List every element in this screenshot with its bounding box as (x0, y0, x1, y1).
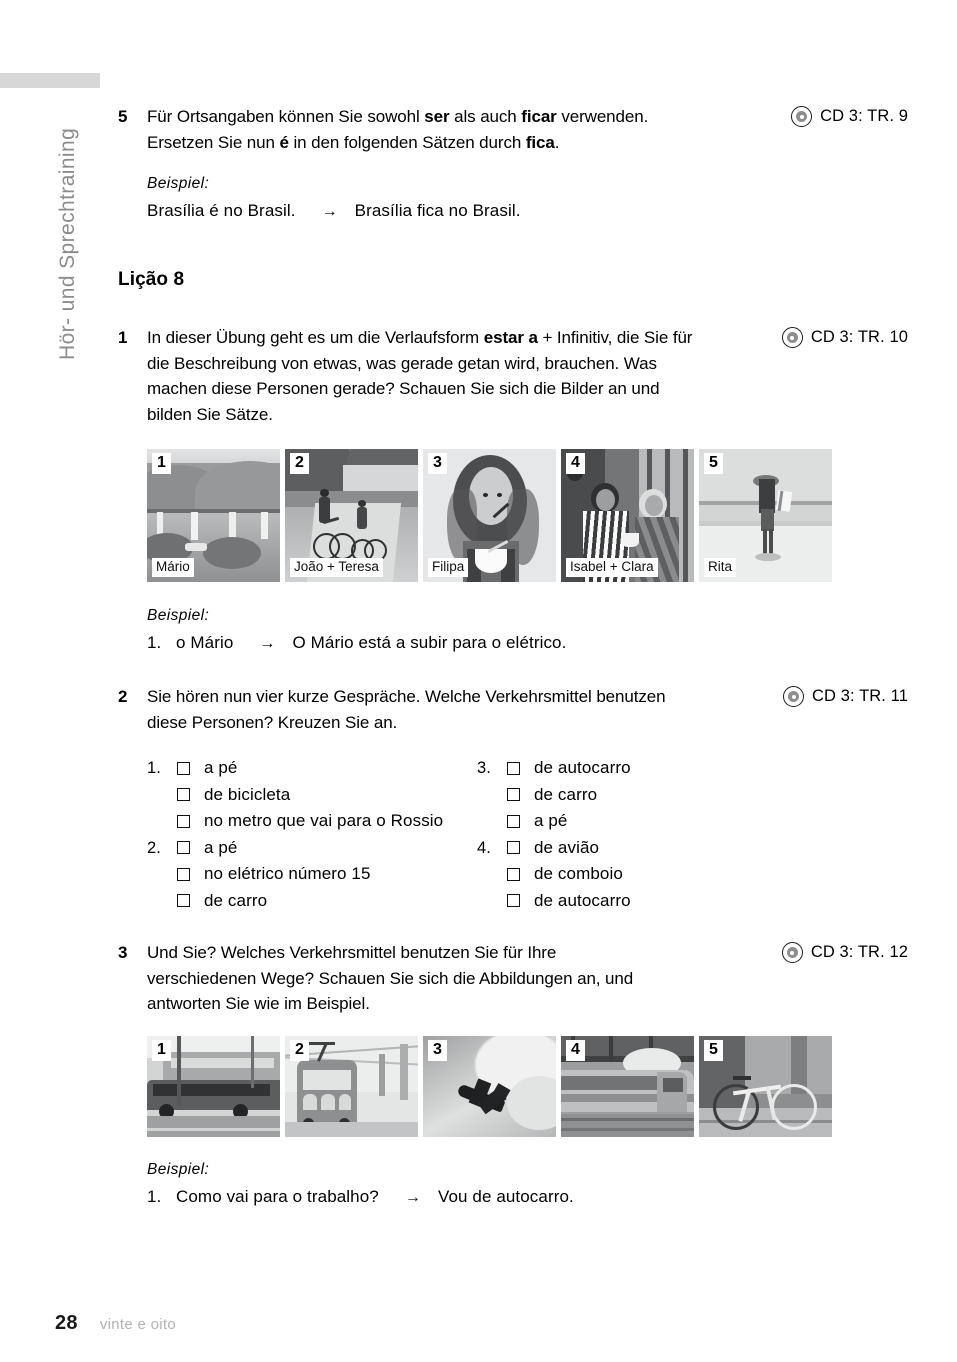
checkbox[interactable] (177, 894, 190, 907)
checkbox-group (147, 835, 477, 915)
ex1-text-1: In dieser Übung geht es um die Verlaufsform (147, 328, 484, 347)
exercise-3-example-line (147, 1184, 908, 1211)
checkbox-label: a pé (204, 758, 238, 777)
exercise-1-example-index: 1. (147, 633, 162, 652)
ex1-text-2: + Infinitiv, die Sie für die Beschreibung von etwas, was gerade getan wird, brauchen. Was machen diese Personen gerade? Schauen Sie sich die Bilder an und bilden Sie Sätze. (147, 328, 693, 424)
page-number: 28 (55, 1312, 78, 1334)
photo-number-badge: 3 (428, 1040, 447, 1061)
ex5-bold-ser: ser (424, 107, 450, 126)
exercise-1-example-source: o Mário (176, 633, 234, 652)
exercise-3-beispiel-label: Beispiel: (147, 1160, 210, 1178)
photo-item[interactable] (561, 1036, 694, 1137)
exercise-3-example-target: Vou de autocarro. (437, 1186, 574, 1206)
ex5-text-3: verwenden. Ersetzen Sie nun (147, 107, 649, 152)
exercise-2-cd-label: CD 3: TR. 11 (812, 687, 908, 705)
cd-icon (783, 686, 804, 707)
checkbox[interactable] (177, 841, 190, 854)
ex5-text-1: Für Ortsangaben können Sie sowohl (147, 107, 425, 126)
arrow-icon: → (259, 635, 276, 652)
photo-item[interactable] (423, 1036, 556, 1137)
photo-item[interactable] (147, 1036, 280, 1137)
exercise-2-checkbox-area (147, 755, 908, 914)
checkbox-row[interactable] (147, 888, 477, 915)
photo-caption: Isabel + Clara (566, 558, 658, 577)
exercise-2 (118, 684, 908, 914)
running-head-vertical: Hör- und Sprechtraining (56, 127, 79, 360)
checkbox[interactable] (507, 841, 520, 854)
exercise-5-header (118, 104, 908, 155)
exercise-1-example-target: O Mário está a subir para o elétrico. (292, 633, 567, 652)
checkbox[interactable] (507, 894, 520, 907)
photo-caption: João + Teresa (290, 558, 383, 577)
exercise-5-example-target: Brasília fica no Brasil. (354, 201, 521, 220)
photo-caption: Filipa (428, 558, 468, 577)
photo-item[interactable] (699, 1036, 832, 1137)
ex5-text-4: in den folgenden Sätzen durch (288, 132, 526, 152)
checkbox-column-left (147, 755, 477, 914)
checkbox[interactable] (507, 868, 520, 881)
exercise-3-example (147, 1159, 908, 1211)
exercise-5-instructions (147, 104, 703, 155)
photo-number-badge: 2 (290, 1040, 309, 1061)
photo-item[interactable] (285, 449, 418, 582)
checkbox-row[interactable] (477, 755, 807, 782)
checkbox-label: a pé (204, 837, 238, 857)
checkbox-label: de carro (204, 890, 268, 910)
photo-number-badge: 5 (704, 453, 723, 474)
photo-number-badge: 1 (152, 1040, 171, 1061)
checkbox-row[interactable] (147, 782, 477, 809)
arrow-icon: → (321, 203, 338, 220)
exercise-1-beispiel-label: Beispiel: (147, 607, 210, 624)
photo-number-badge: 2 (290, 453, 309, 474)
exercise-3 (118, 940, 908, 1211)
checkbox[interactable] (507, 815, 520, 828)
ex1-bold-estar-a: estar a (483, 328, 538, 347)
page-number-words: vinte e oito (99, 1316, 177, 1333)
checkbox-label: no elétrico número 15 (204, 864, 371, 883)
exercise-2-instructions: Sie hören nun vier kurze Gespräche. Welche Verkehrsmittel benutzen diese Personen? Kreuzen Sie an. (147, 687, 666, 732)
checkbox[interactable] (507, 788, 520, 801)
checkbox[interactable] (177, 788, 190, 801)
exercise-3-cd-reference (782, 942, 908, 963)
ex5-text-5: . (554, 132, 560, 152)
exercise-1-number: 1 (118, 328, 128, 347)
checkbox-label: de avião (534, 837, 600, 857)
photo-item[interactable] (285, 1036, 418, 1137)
checkbox-row[interactable] (477, 835, 807, 862)
photo-item[interactable] (423, 449, 556, 582)
exercise-5-example (147, 173, 908, 225)
checkbox-group-index: 2. (147, 838, 161, 857)
checkbox-row[interactable] (477, 861, 807, 888)
checkbox-label: no metro que vai para o Rossio (204, 811, 444, 830)
exercise-3-photo-strip (147, 1036, 908, 1137)
exercise-1-cd-label: CD 3: TR. 10 (810, 328, 908, 346)
photo-number-badge: 5 (704, 1040, 723, 1061)
checkbox-row[interactable] (147, 755, 477, 782)
exercise-1-example (147, 605, 908, 657)
checkbox-row[interactable] (147, 835, 477, 862)
checkbox-group-index: 3. (477, 759, 491, 777)
checkbox-group-index: 4. (477, 838, 491, 857)
arrow-icon: → (404, 1188, 421, 1206)
section-tab-marker (0, 73, 100, 88)
checkbox[interactable] (177, 762, 190, 775)
exercise-1-cd-reference (782, 327, 908, 348)
exercise-1 (118, 325, 908, 657)
photo-number-badge: 4 (566, 453, 585, 474)
checkbox-row[interactable] (477, 808, 807, 835)
cd-icon (791, 106, 812, 127)
checkbox-column-right (477, 755, 807, 914)
exercise-3-cd-label: CD 3: TR. 12 (810, 943, 908, 961)
checkbox-label: de autocarro (534, 758, 631, 777)
photo-number-badge: 1 (152, 453, 171, 474)
checkbox-label: a pé (534, 811, 568, 830)
photo-number-badge: 3 (428, 453, 447, 474)
checkbox[interactable] (177, 815, 190, 828)
ex5-bold-e: é (279, 132, 289, 152)
cd-icon (782, 942, 803, 963)
exercise-1-example-line (147, 630, 908, 657)
checkbox-label: de comboio (534, 864, 623, 883)
photo-number-badge: 4 (566, 1040, 585, 1061)
ex5-bold-ficar: ficar (521, 107, 557, 126)
exercise-2-number: 2 (118, 687, 128, 706)
checkbox-group (477, 755, 807, 835)
checkbox-row[interactable] (147, 808, 477, 835)
photo-item[interactable] (147, 449, 280, 582)
exercise-5-example-line (147, 198, 908, 225)
exercise-3-number: 3 (118, 943, 128, 962)
exercise-5-cd-label: CD 3: TR. 9 (820, 107, 908, 125)
checkbox-group (477, 835, 807, 915)
ex5-text-2: als auch (449, 107, 522, 126)
photo-caption: Mário (152, 558, 194, 577)
exercise-3-example-index: 1. (147, 1186, 162, 1206)
lesson-heading: Lição 8 (118, 269, 185, 290)
photo-item[interactable] (699, 449, 832, 582)
checkbox-group-index: 1. (147, 759, 161, 777)
checkbox-row[interactable] (477, 782, 807, 809)
photo-item[interactable] (561, 449, 694, 582)
checkbox-label: de carro (534, 784, 598, 804)
exercise-5-example-source: Brasília é no Brasil. (147, 201, 296, 220)
checkbox[interactable] (507, 762, 520, 775)
page-content (118, 104, 908, 1211)
checkbox-group (147, 755, 477, 835)
checkbox-label: de autocarro (534, 890, 631, 910)
ex5-bold-fica: fica (525, 132, 555, 152)
exercise-3-example-source: Como vai para o trabalho? (176, 1186, 379, 1206)
cd-icon (782, 327, 803, 348)
photo-caption: Rita (704, 558, 736, 577)
exercise-5-beispiel-label: Beispiel: (147, 175, 210, 192)
checkbox-row[interactable] (477, 888, 807, 915)
exercise-3-instructions: Und Sie? Welches Verkehrsmittel benutzen Sie für Ihre verschiedenen Wege? Schauen Sie sich die Abbildungen an, und antworten Sie wie im Beispiel. (147, 943, 634, 1013)
page-footer (55, 1312, 176, 1335)
exercise-5 (118, 104, 908, 225)
checkbox-row[interactable] (147, 861, 477, 888)
exercise-1-photo-strip (147, 449, 908, 582)
exercise-5-cd-reference (791, 106, 908, 127)
exercise-1-instructions (147, 325, 703, 427)
exercise-5-number: 5 (118, 107, 128, 126)
checkbox[interactable] (177, 868, 190, 881)
checkbox-label: de bicicleta (204, 784, 291, 804)
exercise-2-cd-reference (783, 686, 908, 707)
